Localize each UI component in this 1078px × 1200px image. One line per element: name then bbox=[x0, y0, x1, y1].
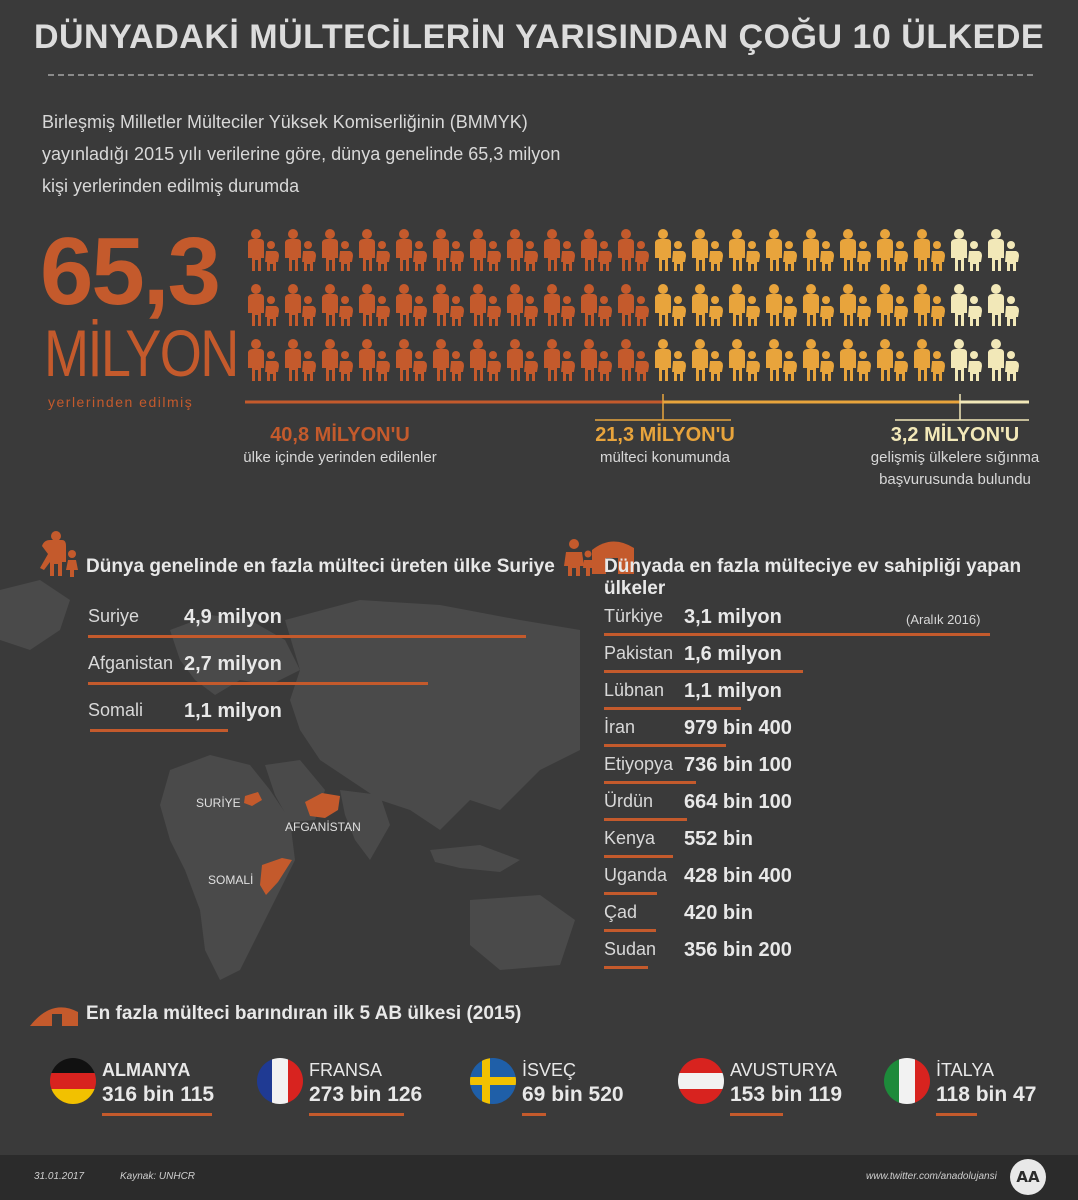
france-flag bbox=[257, 1058, 303, 1104]
person-group-icon bbox=[359, 284, 390, 326]
stat-refugee bbox=[540, 424, 790, 469]
person-group-icon bbox=[914, 339, 945, 381]
host-country-bar bbox=[604, 744, 726, 747]
person-group-icon bbox=[618, 229, 649, 271]
person-group-icon bbox=[877, 284, 908, 326]
person-group-icon bbox=[803, 339, 834, 381]
person-group-icon bbox=[840, 229, 871, 271]
host-country-row bbox=[604, 826, 1024, 860]
person-group-icon bbox=[285, 229, 316, 271]
host-country-value: 736 bin 100 bbox=[684, 754, 792, 776]
intro-text bbox=[42, 106, 642, 202]
person-group-icon bbox=[396, 229, 427, 271]
host-country-bar bbox=[604, 633, 990, 636]
germany-flag bbox=[50, 1058, 96, 1104]
person-group-icon bbox=[729, 339, 760, 381]
person-group-icon bbox=[470, 339, 501, 381]
person-group-icon bbox=[692, 229, 723, 271]
intro-line: yayınladığı 2015 yılı verilerine göre, dünya genelinde 65,3 milyon bbox=[42, 144, 561, 164]
person-group-icon bbox=[544, 339, 575, 381]
sweden-flag bbox=[470, 1058, 516, 1104]
person-group-icon bbox=[507, 339, 538, 381]
origin-row-bar bbox=[90, 729, 228, 732]
person-group-icon bbox=[581, 339, 612, 381]
person-group-icon bbox=[877, 229, 908, 271]
origin-row-value: 4,9 milyon bbox=[184, 606, 282, 628]
person-group-icon bbox=[322, 339, 353, 381]
person-group-icon bbox=[470, 284, 501, 326]
person-group-icon bbox=[396, 284, 427, 326]
person-group-icon bbox=[285, 339, 316, 381]
eu-country-bar bbox=[102, 1113, 212, 1116]
austria-flag bbox=[678, 1058, 724, 1104]
eu-country-name: AVUSTURYA bbox=[730, 1060, 838, 1080]
stat-refugee-value: 21,3 MİLYON'U bbox=[595, 424, 735, 446]
map-indonesia bbox=[430, 845, 520, 872]
person-group-icon bbox=[322, 284, 353, 326]
person-group-icon bbox=[951, 229, 982, 271]
eu-country-bar bbox=[936, 1113, 977, 1116]
host-country-bar bbox=[604, 892, 657, 895]
person-group-icon bbox=[581, 284, 612, 326]
italy-flag bbox=[884, 1058, 930, 1104]
eu-country-name: İTALYA bbox=[936, 1060, 995, 1080]
person-group-icon bbox=[655, 339, 686, 381]
person-group-icon bbox=[322, 229, 353, 271]
intro-line: kişi yerlerinden edilmiş durumda bbox=[42, 176, 300, 196]
origin-row-name: Suriye bbox=[88, 606, 140, 626]
host-country-name: Türkiye bbox=[604, 606, 664, 626]
host-country-name: Etiyopya bbox=[604, 754, 674, 774]
host-country-name: Pakistan bbox=[604, 643, 674, 663]
host-section-title: Dünyada en fazla mülteciye ev sahipliği yapan ülkeler bbox=[604, 556, 1022, 599]
map-label-syria: SURİYE bbox=[196, 796, 241, 810]
host-country-row bbox=[604, 937, 1024, 971]
person-group-icon bbox=[766, 229, 797, 271]
host-country-value: 979 bin 400 bbox=[684, 717, 792, 739]
host-country-bar bbox=[604, 781, 696, 784]
stat-asylum bbox=[840, 424, 1070, 491]
eu-country-value: 273 bin 126 bbox=[309, 1083, 423, 1106]
host-country-name: Uganda bbox=[604, 865, 668, 885]
host-country-row bbox=[604, 604, 1024, 638]
total-unit: MİLYON bbox=[44, 316, 238, 390]
host-country-name: Çad bbox=[604, 902, 638, 922]
person-group-icon bbox=[803, 284, 834, 326]
person-group-icon bbox=[433, 339, 464, 381]
stat-asylum-desc-1: gelişmiş ülkelere sığınma bbox=[870, 449, 1040, 466]
host-country-value: 1,6 milyon bbox=[684, 643, 782, 665]
title-divider bbox=[48, 74, 1033, 76]
total-caption: yerlerinden edilmiş bbox=[48, 394, 194, 410]
eu-country-bar bbox=[730, 1113, 783, 1116]
person-group-icon bbox=[692, 339, 723, 381]
person-group-icon bbox=[914, 229, 945, 271]
map-label-afghanistan: AFGANİSTAN bbox=[285, 820, 361, 834]
host-country-bar bbox=[604, 966, 648, 969]
person-group-icon bbox=[803, 229, 834, 271]
person-group-icon bbox=[766, 284, 797, 326]
person-group-icon bbox=[840, 284, 871, 326]
host-country-value: 552 bin bbox=[684, 828, 753, 850]
person-group-icon bbox=[248, 339, 279, 381]
map-north-america bbox=[0, 580, 70, 650]
eu-country-bar bbox=[522, 1113, 546, 1116]
host-country-value: 428 bin 400 bbox=[684, 865, 792, 887]
person-group-icon bbox=[729, 284, 760, 326]
origin-row-value: 1,1 milyon bbox=[184, 700, 282, 722]
stat-asylum-desc-2: başvurusunda bulundu bbox=[879, 471, 1031, 488]
origin-row-name: Somali bbox=[88, 700, 144, 720]
host-country-name: Sudan bbox=[604, 939, 657, 959]
eu-country-value: 316 bin 115 bbox=[102, 1083, 215, 1106]
host-country-row bbox=[604, 641, 1024, 675]
eu-section-title: En fazla mülteci barındıran ilk 5 AB ülkesi (2015) bbox=[86, 1003, 522, 1024]
host-country-row bbox=[604, 678, 1024, 712]
host-country-name: Kenya bbox=[604, 828, 656, 848]
person-group-icon bbox=[840, 339, 871, 381]
person-group-icon bbox=[285, 284, 316, 326]
person-group-icon bbox=[618, 284, 649, 326]
person-group-icon bbox=[544, 284, 575, 326]
origin-row-name: Afganistan bbox=[88, 653, 174, 673]
person-group-icon bbox=[988, 229, 1019, 271]
person-group-icon bbox=[618, 339, 649, 381]
host-country-value: 356 bin 200 bbox=[684, 939, 792, 961]
footer-source: Kaynak: UNHCR bbox=[120, 1171, 196, 1182]
stat-idp-desc: ülke içinde yerinden edilenler bbox=[243, 449, 437, 466]
host-country-name: İran bbox=[604, 717, 636, 737]
host-country-name: Lübnan bbox=[604, 680, 665, 700]
footer-date: 31.01.2017 bbox=[34, 1171, 85, 1182]
eu-country-value: 153 bin 119 bbox=[730, 1083, 843, 1106]
person-group-icon bbox=[988, 339, 1019, 381]
eu-country-name: ALMANYA bbox=[102, 1060, 191, 1080]
eu-country-value: 69 bin 520 bbox=[522, 1083, 624, 1106]
host-country-bar bbox=[604, 929, 656, 932]
map-australia bbox=[470, 895, 575, 970]
person-group-icon bbox=[359, 339, 390, 381]
stat-idp-value: 40,8 MİLYON'U bbox=[270, 424, 410, 446]
host-country-row bbox=[604, 789, 1024, 823]
person-group-icon bbox=[433, 284, 464, 326]
footer-twitter-link[interactable]: www.twitter.com/anadolujansi bbox=[866, 1171, 997, 1182]
eu-country-name: İSVEÇ bbox=[522, 1060, 577, 1080]
host-country-row bbox=[604, 715, 1024, 749]
person-group-icon bbox=[470, 229, 501, 271]
tent-icon bbox=[28, 998, 80, 1028]
person-group-icon bbox=[507, 229, 538, 271]
host-country-bar bbox=[604, 818, 687, 821]
host-country-bar bbox=[604, 670, 803, 673]
person-group-icon bbox=[248, 229, 279, 271]
host-country-name: Ürdün bbox=[604, 791, 654, 811]
eu-country-name: FRANSA bbox=[309, 1060, 383, 1080]
map-label-somalia: SOMALİ bbox=[208, 873, 254, 887]
origin-section-title: Dünya genelinde en fazla mülteci üreten ülke Suriye bbox=[86, 556, 555, 577]
intro-line: Birleşmiş Milletler Mülteciler Yüksek Komiserliğinin (BMMYK) bbox=[42, 112, 528, 132]
footer bbox=[0, 1155, 1078, 1200]
host-country-bar bbox=[604, 707, 741, 710]
world-map bbox=[0, 560, 580, 980]
person-group-icon bbox=[433, 229, 464, 271]
person-group-icon bbox=[951, 284, 982, 326]
stat-asylum-value: 3,2 MİLYON'U bbox=[890, 424, 1020, 446]
origin-row-value: 2,7 milyon bbox=[184, 653, 282, 675]
person-group-icon bbox=[692, 284, 723, 326]
eu-country-bar bbox=[309, 1113, 404, 1116]
host-country-bar bbox=[604, 855, 673, 858]
origin-row-bar bbox=[88, 682, 428, 685]
person-group-icon bbox=[766, 339, 797, 381]
person-group-icon bbox=[729, 229, 760, 271]
page-title: DÜNYADAKİ MÜLTECİLERİN YARISINDAN ÇOĞU 10 ÜLKEDE bbox=[33, 18, 1045, 56]
eu-country-value: 118 bin 47 bbox=[936, 1083, 1037, 1106]
host-country-value: 664 bin 100 bbox=[684, 791, 792, 813]
person-group-icon bbox=[951, 339, 982, 381]
person-group-icon bbox=[877, 339, 908, 381]
host-country-value: 1,1 milyon bbox=[684, 680, 782, 702]
stat-idp bbox=[200, 424, 480, 469]
person-group-icon bbox=[581, 229, 612, 271]
stat-refugee-desc: mülteci konumunda bbox=[599, 449, 731, 466]
person-group-icon bbox=[544, 229, 575, 271]
host-section-note: (Aralık 2016) bbox=[906, 612, 981, 627]
total-number: 65,3 bbox=[40, 218, 219, 325]
person-group-icon bbox=[248, 284, 279, 326]
host-country-row bbox=[604, 863, 1024, 897]
people-icon-grid bbox=[245, 228, 1035, 388]
person-group-icon bbox=[359, 229, 390, 271]
refugee-family-icon bbox=[36, 530, 82, 578]
person-group-icon bbox=[655, 229, 686, 271]
anadolu-logo: AA bbox=[1010, 1159, 1046, 1195]
person-group-icon bbox=[914, 284, 945, 326]
host-country-value: 3,1 milyon bbox=[684, 606, 782, 628]
person-group-icon bbox=[988, 284, 1019, 326]
person-group-icon bbox=[396, 339, 427, 381]
person-group-icon bbox=[655, 284, 686, 326]
origin-row-bar bbox=[88, 635, 526, 638]
host-country-row bbox=[604, 752, 1024, 786]
person-group-icon bbox=[507, 284, 538, 326]
host-country-row bbox=[604, 900, 1024, 934]
host-country-value: 420 bin bbox=[684, 902, 753, 924]
